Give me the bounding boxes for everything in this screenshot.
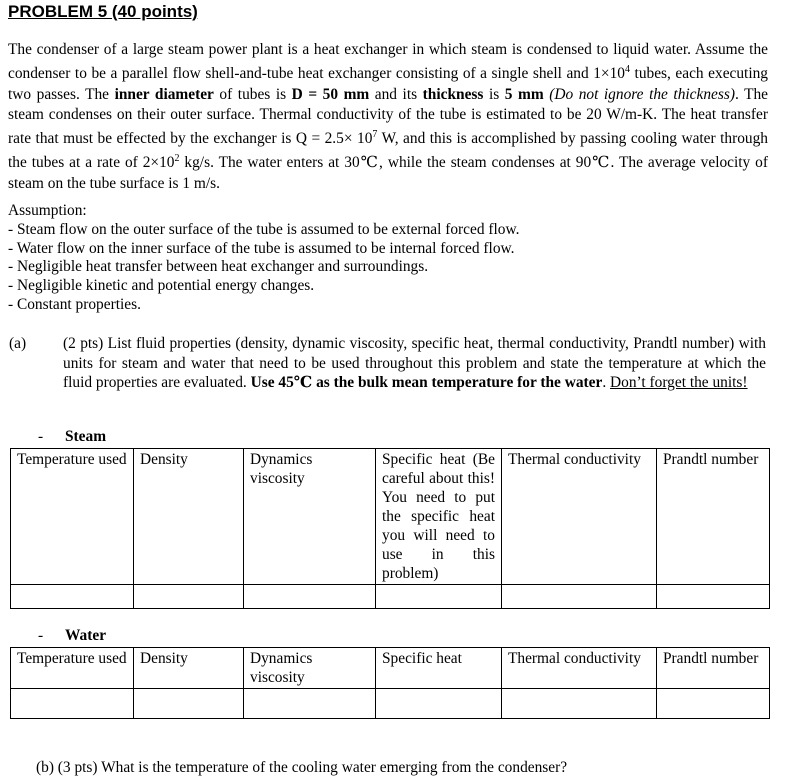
header-thermal-conductivity: Thermal conductivity [502, 648, 657, 689]
part-a-question: (a) (2 pts) List fluid properties (density, dynamic viscosity, specific heat, thermal conductivity, Prandtl number) with units for steam and water that need to be used throughout this problem and state the temperature at which the fluid properties are evaluated. Use 45℃ as the bulk mean temperature for the water. Don’t forget the units! [9, 335, 766, 392]
table-answer-row [11, 585, 770, 609]
assumption-list [8, 202, 519, 315]
answer-cell[interactable] [244, 689, 376, 719]
answer-cell[interactable] [134, 585, 244, 609]
header-thermal-conductivity: Thermal conductivity [502, 449, 657, 585]
water-table-label: - Water [38, 627, 107, 644]
answer-cell[interactable] [244, 585, 376, 609]
answer-cell[interactable] [657, 585, 770, 609]
steam-properties-table [10, 448, 770, 609]
part-a-label: (a) [9, 335, 27, 352]
header-prandtl: Prandtl number [657, 648, 770, 689]
header-prandtl: Prandtl number [657, 449, 770, 585]
table-header-row [11, 449, 770, 585]
table-answer-row [11, 689, 770, 719]
answer-cell[interactable] [376, 585, 502, 609]
assumption-item: - Negligible heat transfer between heat exchanger and surroundings. [8, 258, 429, 276]
header-viscosity: Dynamics viscosity [244, 648, 376, 689]
table-header-row [11, 648, 770, 689]
water-properties-table [10, 647, 770, 719]
header-density: Density [134, 648, 244, 689]
header-viscosity: Dynamics viscosity [244, 449, 376, 585]
assumption-item: - Negligible kinetic and potential energy changes. [8, 277, 315, 295]
problem-statement: The condenser of a large steam power plant is a heat exchanger in which steam is condensed to liquid water. Assume the condenser to be a parallel flow shell-and-tube heat exchanger consisting of a single shell and $1\times 10^4$ tubes, each executing two passes. The inner diameter of tubes is D = 50 mm and its thickness is 5 mm (Do not ignore the thickness). The steam condenses on their outer surface. Thermal conductivity of the tube is estimated to be 20 W/m-K. The heat transfer rate that must be effected by the exchanger is $Q = 2.5\times 10^7$ W, and this is accomplished by passing cooling water through the tubes at a rate of $2\times 10^2$ kg/s. The water enters at 30℃, while the steam condenses at 90℃. The average velocity of steam on the tube surface is 1 m/s. [8, 41, 769, 192]
header-specific-heat: Specific heat (Be careful about this! You need to put the specific heat you will need to use in this problem) [376, 449, 502, 585]
answer-cell[interactable] [11, 689, 134, 719]
answer-cell[interactable] [134, 689, 244, 719]
header-density: Density [134, 449, 244, 585]
answer-cell[interactable] [502, 689, 657, 719]
header-temperature: Temperature used [11, 648, 134, 689]
assumption-heading: Assumption: [8, 202, 87, 219]
answer-cell[interactable] [11, 585, 134, 609]
answer-cell[interactable] [657, 689, 770, 719]
answer-cell[interactable] [376, 689, 502, 719]
assumption-item: - Steam flow on the outer surface of the tube is assumed to be external forced flow. [8, 220, 520, 238]
problem-title: PROBLEM 5 (40 points) [8, 2, 198, 21]
assumption-item: - Constant properties. [8, 295, 141, 313]
header-temperature: Temperature used [11, 449, 134, 585]
steam-table-label: - Steam [38, 428, 107, 445]
part-b-question: (b) (3 pts) What is the temperature of the cooling water emerging from the condenser? [36, 759, 568, 776]
answer-cell[interactable] [502, 585, 657, 609]
header-specific-heat: Specific heat [376, 648, 502, 689]
assumption-item: - Water flow on the inner surface of the tube is assumed to be internal forced flow. [8, 239, 515, 257]
